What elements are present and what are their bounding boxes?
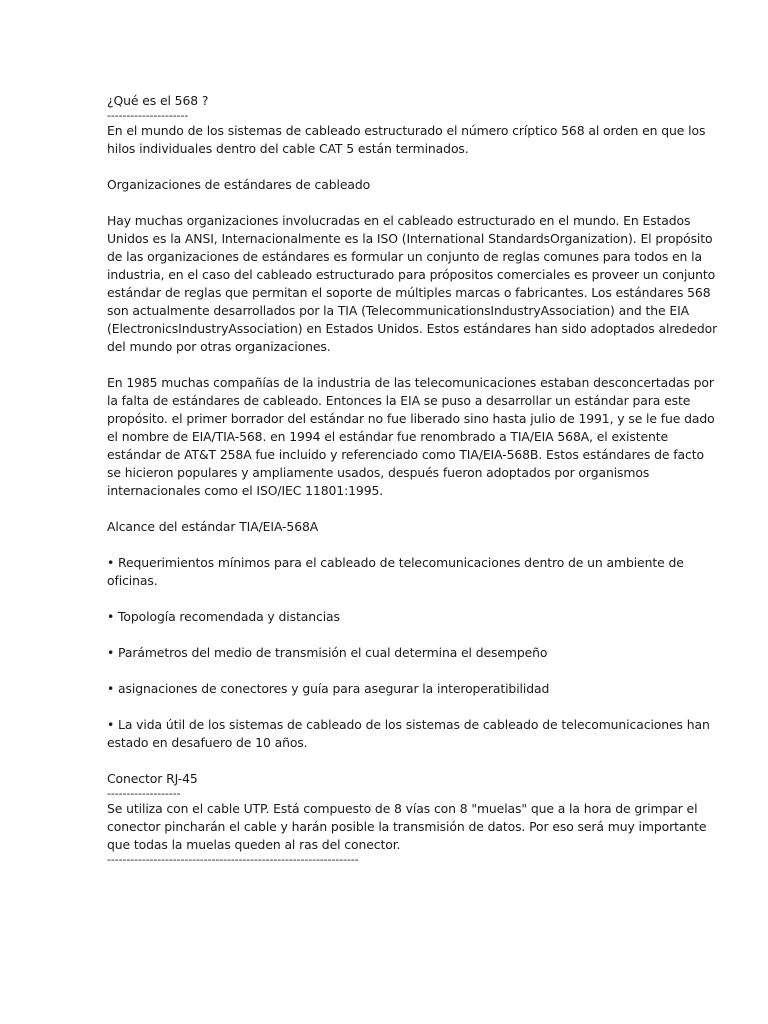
paragraph-line: (ElectronicsIndustryAssociation) en Estados Unidos. Estos estándares han sido adoptados alrededor [107,321,718,336]
bullet-line: • La vida útil de los sistemas de cableado de los sistemas de cableado de telecomunicaciones han [107,717,710,732]
bullet-line: • Parámetros del medio de transmisión el cual determina el desempeño [107,645,548,660]
bullet-item [107,716,710,752]
section-heading-rj45: Conector RJ-45 [107,771,198,786]
bullet-line: • asignaciones de conectores y guía para asegurar la interoperatibilidad [107,681,550,696]
paragraph-line: el nombre de EIA/TIA-568. en 1994 el estándar fue renombrado a TIA/EIA 568A, el existente [107,429,669,444]
paragraph-line: estándar de AT&T 258A fue incluido y referenciado como TIA/EIA-568B. Estos estándares de facto [107,447,704,462]
history-paragraph [107,374,715,500]
paragraph-line: propósito. el primer borrador del estándar no fue liberado sino hasta julio de 1991, y se le fue dado [107,411,715,426]
rj45-paragraph [107,800,707,854]
paragraph-line: Se utiliza con el cable UTP. Está compuesto de 8 vías con 8 "muelas" que a la hora de grimpar el [107,801,698,816]
paragraph-line: la falta de estándares de cableado. Entonces la EIA se puso a desarrollar un estándar para este [107,393,691,408]
divider-rule: --------------------- [107,110,189,122]
paragraph-line: que todas la muelas queden al ras del conector. [107,837,401,852]
paragraph-line: Unidos es la ANSI, Internacionalmente es la ISO (International StandardsOrganization). El propósito [107,231,713,246]
bullet-line: estado en desafuero de 10 años. [107,735,308,750]
section-heading-scope: Alcance del estándar TIA/EIA-568A [107,519,319,534]
bullet-line: oficinas. [107,573,158,588]
paragraph-line: se hicieron populares y ampliamente usados, después fueron adoptados por organismos [107,465,650,480]
paragraph-line: Hay muchas organizaciones involucradas en el cableado estructurado en el mundo. En Estados [107,213,691,228]
document-page [107,92,718,866]
paragraph-line: En el mundo de los sistemas de cableado estructurado el número críptico 568 al orden en que los [107,123,706,138]
paragraph-line: hilos individuales dentro del cable CAT 5 están terminados. [107,141,469,156]
bullet-line: • Requerimientos mínimos para el cableado de telecomunicaciones dentro de un ambiente de [107,555,684,570]
paragraph-line: del mundo por otras organizaciones. [107,339,331,354]
paragraph-line: de las organizaciones de estándares es formular un conjunto de reglas comunes para todos en la [107,249,702,264]
paragraph-line: industria, en el caso del cableado estructurado para própositos comerciales es proveer un conjunto [107,267,716,282]
heading-568: ¿Qué es el 568 ? [107,93,209,108]
paragraph-line: En 1985 muchas compañías de la industria de las telecomunicaciones estaban desconcertadas por [107,375,714,390]
intro-paragraph [107,122,706,158]
paragraph-line: son actualmente desarrollados por la TIA (TelecommunicationsIndustryAssociation) and the EIA [107,303,690,318]
divider-rule: ------------------- [107,788,181,800]
bullet-line: • Topología recomendada y distancias [107,609,340,624]
bullet-item [107,680,667,698]
paragraph-line: internacionales como el ISO/IEC 11801:1995. [107,483,384,498]
paragraph-line: conector pincharán el cable y harán posible la transmisión de datos. Por eso será muy importante [107,819,707,834]
bullet-item [107,608,667,626]
orgs-paragraph [107,212,718,356]
bullet-item [107,644,667,662]
paragraph-line: estándar de reglas que permitan el soporte de múltiples marcas o fabricantes. Los estándares 568 [107,285,711,300]
divider-rule: ----------------------------------------------------------------- [107,854,359,866]
section-heading-orgs: Organizaciones de estándares de cableado [107,177,371,192]
bullet-item [107,554,684,590]
